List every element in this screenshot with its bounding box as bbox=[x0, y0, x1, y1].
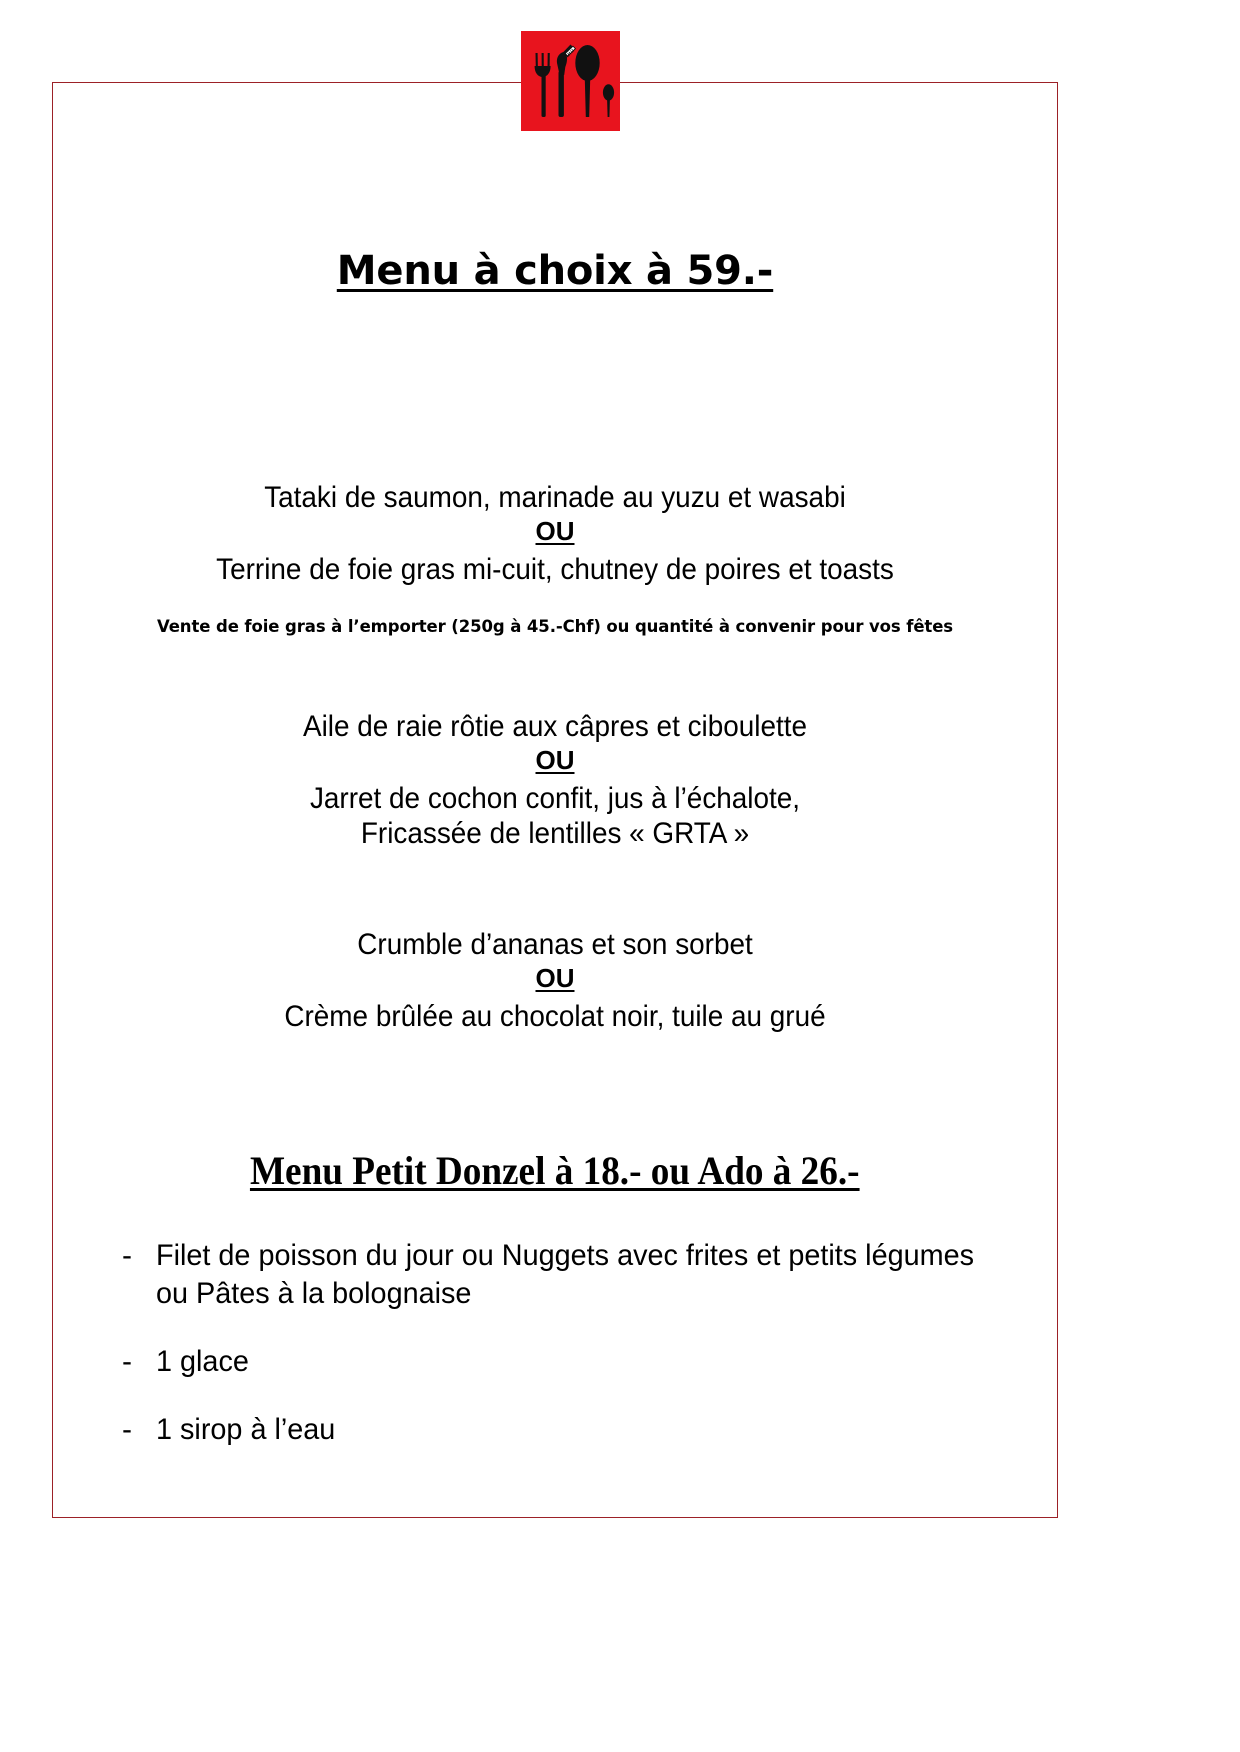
foie-gras-takeaway-note: Vente de foie gras à l’emporter (250g à 45.-Chf) ou quantité à convenir pour vos fêtes bbox=[156, 617, 954, 636]
list-bullet: - bbox=[122, 1345, 132, 1378]
dessert-option-a: Crumble d’ananas et son sorbet bbox=[357, 928, 753, 961]
starter-option-b: Terrine de foie gras mi-cuit, chutney de poires et toasts bbox=[216, 553, 894, 586]
kids-menu-title bbox=[52, 1150, 1058, 1192]
course-starter bbox=[52, 480, 1058, 587]
dessert-separator bbox=[52, 962, 1058, 999]
main-separator bbox=[52, 744, 1058, 781]
main-option-b-line1: Jarret de cochon confit, jus à l’échalote, bbox=[309, 782, 801, 815]
dessert-option-b: Crème brûlée au chocolat noir, tuile au grué bbox=[284, 1000, 826, 1033]
kids-menu-title-text: Menu Petit Donzel à 18.- ou Ado à 26.- bbox=[250, 1148, 860, 1193]
list-item bbox=[122, 1343, 1052, 1381]
menu-content bbox=[52, 82, 1058, 1518]
kids-item-line1: 1 sirop à l’eau bbox=[156, 1413, 336, 1446]
kids-item-text bbox=[156, 1237, 1016, 1313]
starter-option-a: Tataki de saumon, marinade au yuzu et wasabi bbox=[264, 481, 846, 514]
kids-item-text bbox=[156, 1343, 1016, 1381]
main-option-a: Aile de raie rôtie aux câpres et ciboulette bbox=[302, 710, 808, 743]
main-menu-title-text: Menu à choix à 59.- bbox=[336, 248, 774, 294]
list-bullet: - bbox=[122, 1239, 132, 1272]
separator-ou: OU bbox=[535, 963, 575, 993]
list-bullet: - bbox=[122, 1413, 132, 1446]
course-dessert bbox=[52, 927, 1058, 1034]
separator-ou: OU bbox=[535, 516, 575, 546]
main-option-b-line2: Fricassée de lentilles « GRTA » bbox=[360, 817, 750, 850]
kids-menu-list bbox=[122, 1237, 1052, 1479]
kids-item-text bbox=[156, 1411, 1016, 1449]
starter-separator bbox=[52, 515, 1058, 552]
separator-ou: OU bbox=[535, 745, 575, 775]
list-item bbox=[122, 1237, 1052, 1313]
course-main bbox=[52, 709, 1058, 851]
kids-item-line1: Filet de poisson du jour ou Nuggets avec frites et petits légumes bbox=[156, 1239, 975, 1272]
restaurant-cutlery-logo bbox=[521, 31, 620, 131]
page-title bbox=[52, 250, 1058, 292]
list-item bbox=[122, 1411, 1052, 1449]
kids-item-line2: ou Pâtes à la bolognaise bbox=[156, 1277, 472, 1310]
kids-item-line1: 1 glace bbox=[156, 1345, 249, 1378]
